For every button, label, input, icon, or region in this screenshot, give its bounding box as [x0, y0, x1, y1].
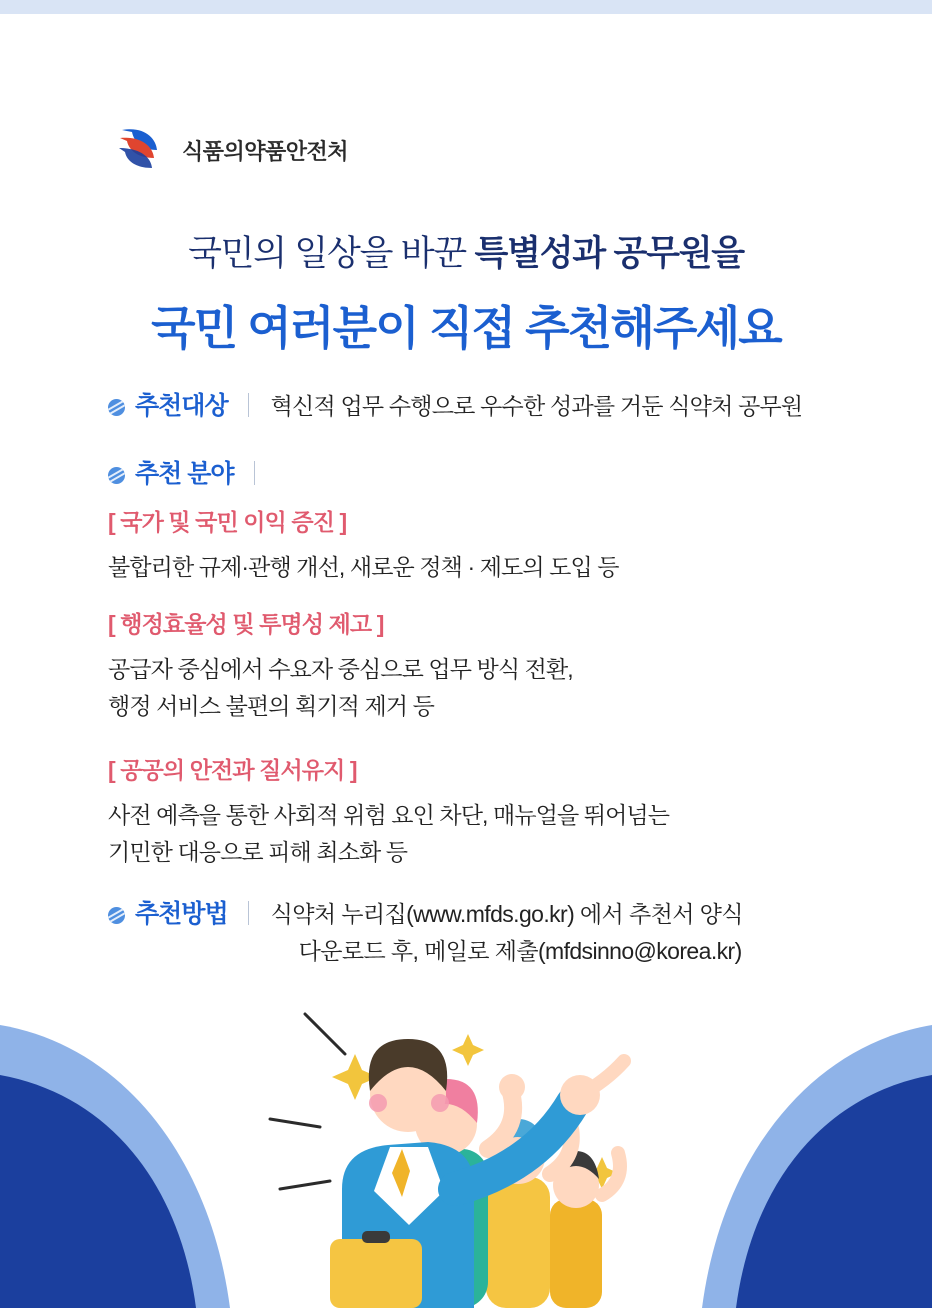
divider	[248, 901, 249, 925]
field-item-3-title: [ 공공의 안전과 질서유지 ]	[108, 757, 357, 783]
method-label: 추천방법	[135, 900, 228, 928]
field-item-2-line-1: 공급자 중심에서 수요자 중심으로 업무 방식 전환,	[108, 656, 573, 682]
field-item-3	[108, 752, 669, 872]
bottom-illustration-band	[0, 985, 932, 1308]
method-line-1: 식약처 누리집(www.mfds.go.kr) 에서 추천서 양식	[270, 901, 743, 927]
method-line-2: 다운로드 후, 메일로 제출(mfdsinno@korea.kr)	[298, 938, 742, 965]
korea-government-taegeuk-logo-icon	[112, 124, 168, 176]
headline-line-1-part-2: 특별성과 공무원을	[474, 234, 744, 273]
section-method	[108, 894, 743, 971]
field-item-2	[108, 606, 573, 726]
agency-logo-row	[112, 124, 348, 176]
top-color-band	[0, 0, 932, 14]
section-target	[108, 386, 802, 422]
people-pointing-forward-illustration-icon	[250, 999, 680, 1308]
headline-line-1-part-1: 국민의 일상을 바꾼	[188, 234, 475, 273]
field-item-1-title: [ 국가 및 국민 이익 증진 ]	[108, 509, 347, 535]
headline-line-2: 국민 여러분이 직접 추천해주세요	[151, 302, 781, 354]
field-item-1-line-1: 불합리한 규제·관행 개선, 새로운 정책 · 제도의 도입 등	[108, 554, 619, 580]
divider	[248, 393, 249, 417]
striped-circle-bullet-icon	[108, 467, 125, 484]
divider	[254, 461, 255, 485]
method-row	[108, 894, 743, 971]
field-item-2-title: [ 행정효율성 및 투명성 제고 ]	[108, 611, 384, 637]
field-item-3-line-2: 기민한 대응으로 피해 최소화 등	[108, 839, 408, 866]
target-row	[108, 386, 802, 422]
method-text-block	[271, 896, 743, 971]
target-label: 추천대상	[135, 392, 228, 420]
striped-circle-bullet-icon	[108, 399, 125, 416]
field-item-1	[108, 504, 619, 586]
field-item-3-line-1: 사전 예측을 통한 사회적 위험 요인 차단, 매뉴얼을 뛰어넘는	[108, 802, 670, 828]
striped-circle-bullet-icon	[108, 907, 125, 924]
field-item-2-line-2: 행정 서비스 불편의 획기적 제거 등	[108, 693, 434, 720]
headline-line-1	[0, 226, 932, 276]
section-fields	[108, 454, 267, 490]
agency-name: 식품의약품안전처	[182, 138, 349, 164]
fields-label: 추천 분야	[135, 460, 234, 488]
fields-row	[108, 454, 267, 490]
target-text: 혁신적 업무 수행으로 우수한 성과를 거둔 식약처 공무원	[270, 393, 803, 419]
